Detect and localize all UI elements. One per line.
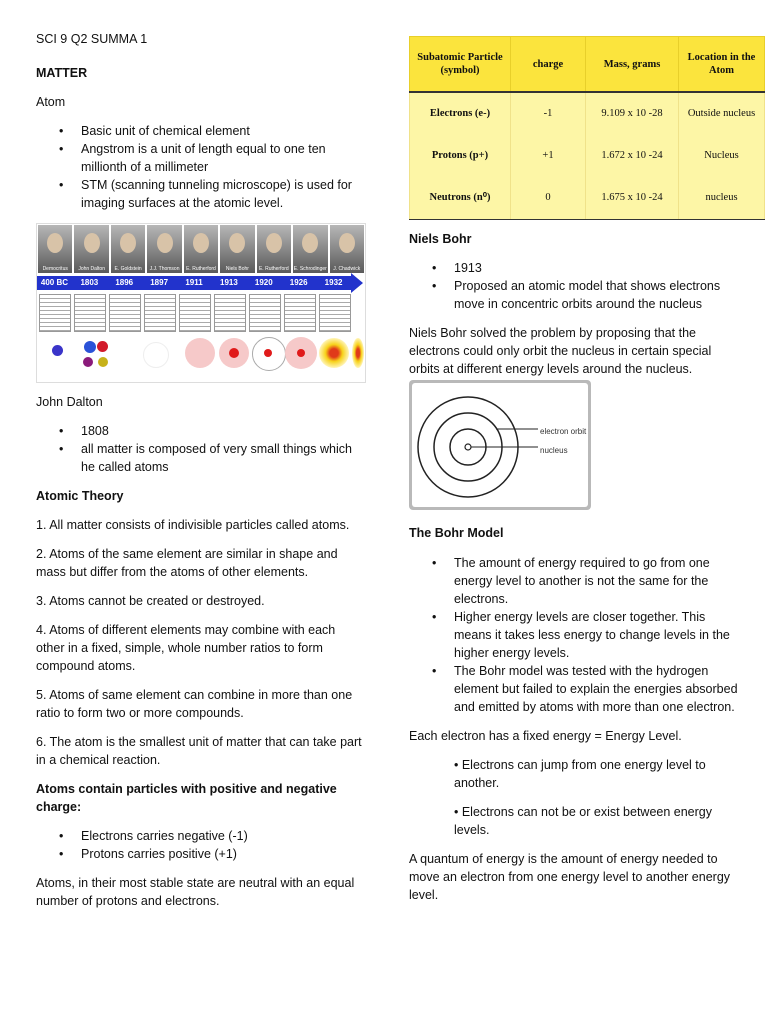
bohr-explanation-text: Niels Bohr solved the problem by proposing that the electrons could only orbit the nucleus in certain special orbits at different energy levels around the nucleus. [409, 326, 712, 376]
atomic-theory-heading: Atomic Theory [36, 489, 124, 503]
scientist-portrait: E. Rutherford [184, 225, 218, 273]
list-item: • 1913 [409, 259, 739, 277]
atom-bullet-list [36, 122, 366, 212]
dalton-heading: John Dalton [36, 395, 103, 409]
table-header: charge [511, 37, 586, 93]
theory-point: 3. Atoms cannot be created or destroyed. [36, 594, 265, 608]
subatomic-particle-table [409, 36, 765, 220]
bohr-bullet-list [409, 259, 739, 313]
atom-heading: Atom [36, 95, 66, 109]
scientist-portrait: Niels Bohr [220, 225, 254, 273]
timeline-arrow-icon [351, 273, 363, 293]
list-item: • The Bohr model was tested with the hydrogen element but failed to explain the energies absorbed and emitted by atoms with more than one electron. [409, 662, 739, 716]
dalton-bullet-list [36, 422, 366, 476]
scientist-portrait: John Dalton [74, 225, 108, 273]
left-column [36, 30, 366, 921]
table-cell: Outside nucleus [679, 92, 765, 135]
table-header: Subatomic Particle (symbol) [410, 37, 511, 93]
section-title: MATTER [36, 66, 88, 80]
table-cell: 1.675 x 10 -24 [586, 177, 679, 220]
list-item: • STM (scanning tunneling microscope) is used for imaging surfaces at the atomic level. [36, 176, 366, 212]
scientist-portrait: J. Chadwick [330, 225, 364, 273]
timeline-year: 1897 [150, 278, 169, 287]
timeline-year: 1896 [115, 278, 134, 287]
document-title: SCI 9 Q2 SUMMA 1 [36, 32, 148, 46]
table-cell: Neutrons (n⁰) [410, 177, 511, 220]
table-cell: +1 [511, 135, 586, 177]
right-column [409, 36, 756, 915]
scientist-portraits [37, 224, 365, 274]
bohr-model-bullet-list [409, 554, 739, 716]
timeline-year: 1911 [185, 278, 203, 287]
table-row [410, 92, 765, 135]
electron-orbit-label: electron orbit [540, 427, 587, 436]
niels-bohr-heading: Niels Bohr [409, 232, 472, 246]
energy-point: • Electrons can jump from one energy level to another. [454, 758, 706, 790]
list-item: • Higher energy levels are closer together. This means it takes less energy to change levels in the higher energy levels. [409, 608, 739, 662]
table-cell: Electrons (e-) [410, 92, 511, 135]
scientist-portrait: E. Rutherford [257, 225, 291, 273]
quantum-definition-text: A quantum of energy is the amount of energy needed to move an electron from one energy level to another energy level. [409, 852, 731, 902]
table-row [410, 177, 765, 220]
scientist-portrait: J.J. Thomson [147, 225, 181, 273]
energy-level-text: Each electron has a fixed energy = Energy Level. [409, 729, 682, 743]
timeline-year: 1932 [324, 278, 343, 287]
scientist-portrait: E. Schrodinger [293, 225, 327, 273]
theory-point: 4. Atoms of different elements may combine with each other in a fixed, simple, whole number ratios to form compound atoms. [36, 623, 336, 673]
timeline-year: 1913 [220, 278, 238, 287]
timeline-year: 1926 [289, 278, 308, 287]
list-item: • Electrons carries negative (-1) [36, 827, 366, 845]
table-header: Mass, grams [586, 37, 679, 93]
theory-point: 5. Atoms of same element can combine in more than one ratio to form two or more compounds. [36, 688, 353, 720]
theory-point: 2. Atoms of the same element are similar in shape and mass but differ from the atoms of other elements. [36, 547, 338, 579]
bohr-model-heading: The Bohr Model [409, 526, 504, 540]
bohr-model-diagram [409, 380, 591, 510]
theory-point: 1. All matter consists of indivisible particles called atoms. [36, 518, 350, 532]
list-item: • Basic unit of chemical element [36, 122, 366, 140]
list-item: • Proposed an atomic model that shows electrons move in concentric orbits around the nucleus [409, 277, 739, 313]
list-item: • The amount of energy required to go from one energy level to another is not the same for the electrons. [409, 554, 739, 608]
theory-point: 6. The atom is the smallest unit of matter that can take part in a chemical reaction. [36, 735, 362, 767]
list-item: • 1808 [36, 422, 366, 440]
energy-point: • Electrons can not be or exist between energy levels. [454, 805, 712, 837]
table-header-row [410, 37, 765, 93]
neutral-atoms-text: Atoms, in their most stable state are neutral with an equal number of protons and electrons. [36, 876, 355, 908]
charge-bullet-list [36, 827, 366, 863]
list-item: • Protons carries positive (+1) [36, 845, 366, 863]
scientist-portrait: Democritus [38, 225, 72, 273]
table-cell: 9.109 x 10 -28 [586, 92, 679, 135]
table-cell: 0 [511, 177, 586, 220]
table-row [410, 135, 765, 177]
timeline-year: 1920 [254, 278, 273, 287]
table-header: Location in the Atom [679, 37, 765, 93]
charge-heading: Atoms contain particles with positive and negative charge: [36, 782, 337, 814]
nucleus-label: nucleus [540, 446, 568, 455]
table-cell: -1 [511, 92, 586, 135]
scientist-portrait: E. Goldstein [111, 225, 145, 273]
table-cell: 1.672 x 10 -24 [586, 135, 679, 177]
timeline-year: 400 BC [40, 278, 68, 287]
timeline-description-boxes [39, 294, 351, 332]
table-cell: nucleus [679, 177, 765, 220]
atomic-model-timeline-figure [36, 223, 366, 383]
table-cell: Nucleus [679, 135, 765, 177]
timeline-years [37, 276, 351, 290]
table-cell: Protons (p+) [410, 135, 511, 177]
timeline-year: 1803 [80, 278, 99, 287]
atom-model-illustrations [37, 332, 365, 380]
list-item: • all matter is composed of very small things which he called atoms [36, 440, 366, 476]
list-item: • Angstrom is a unit of length equal to one ten millionth of a millimeter [36, 140, 366, 176]
